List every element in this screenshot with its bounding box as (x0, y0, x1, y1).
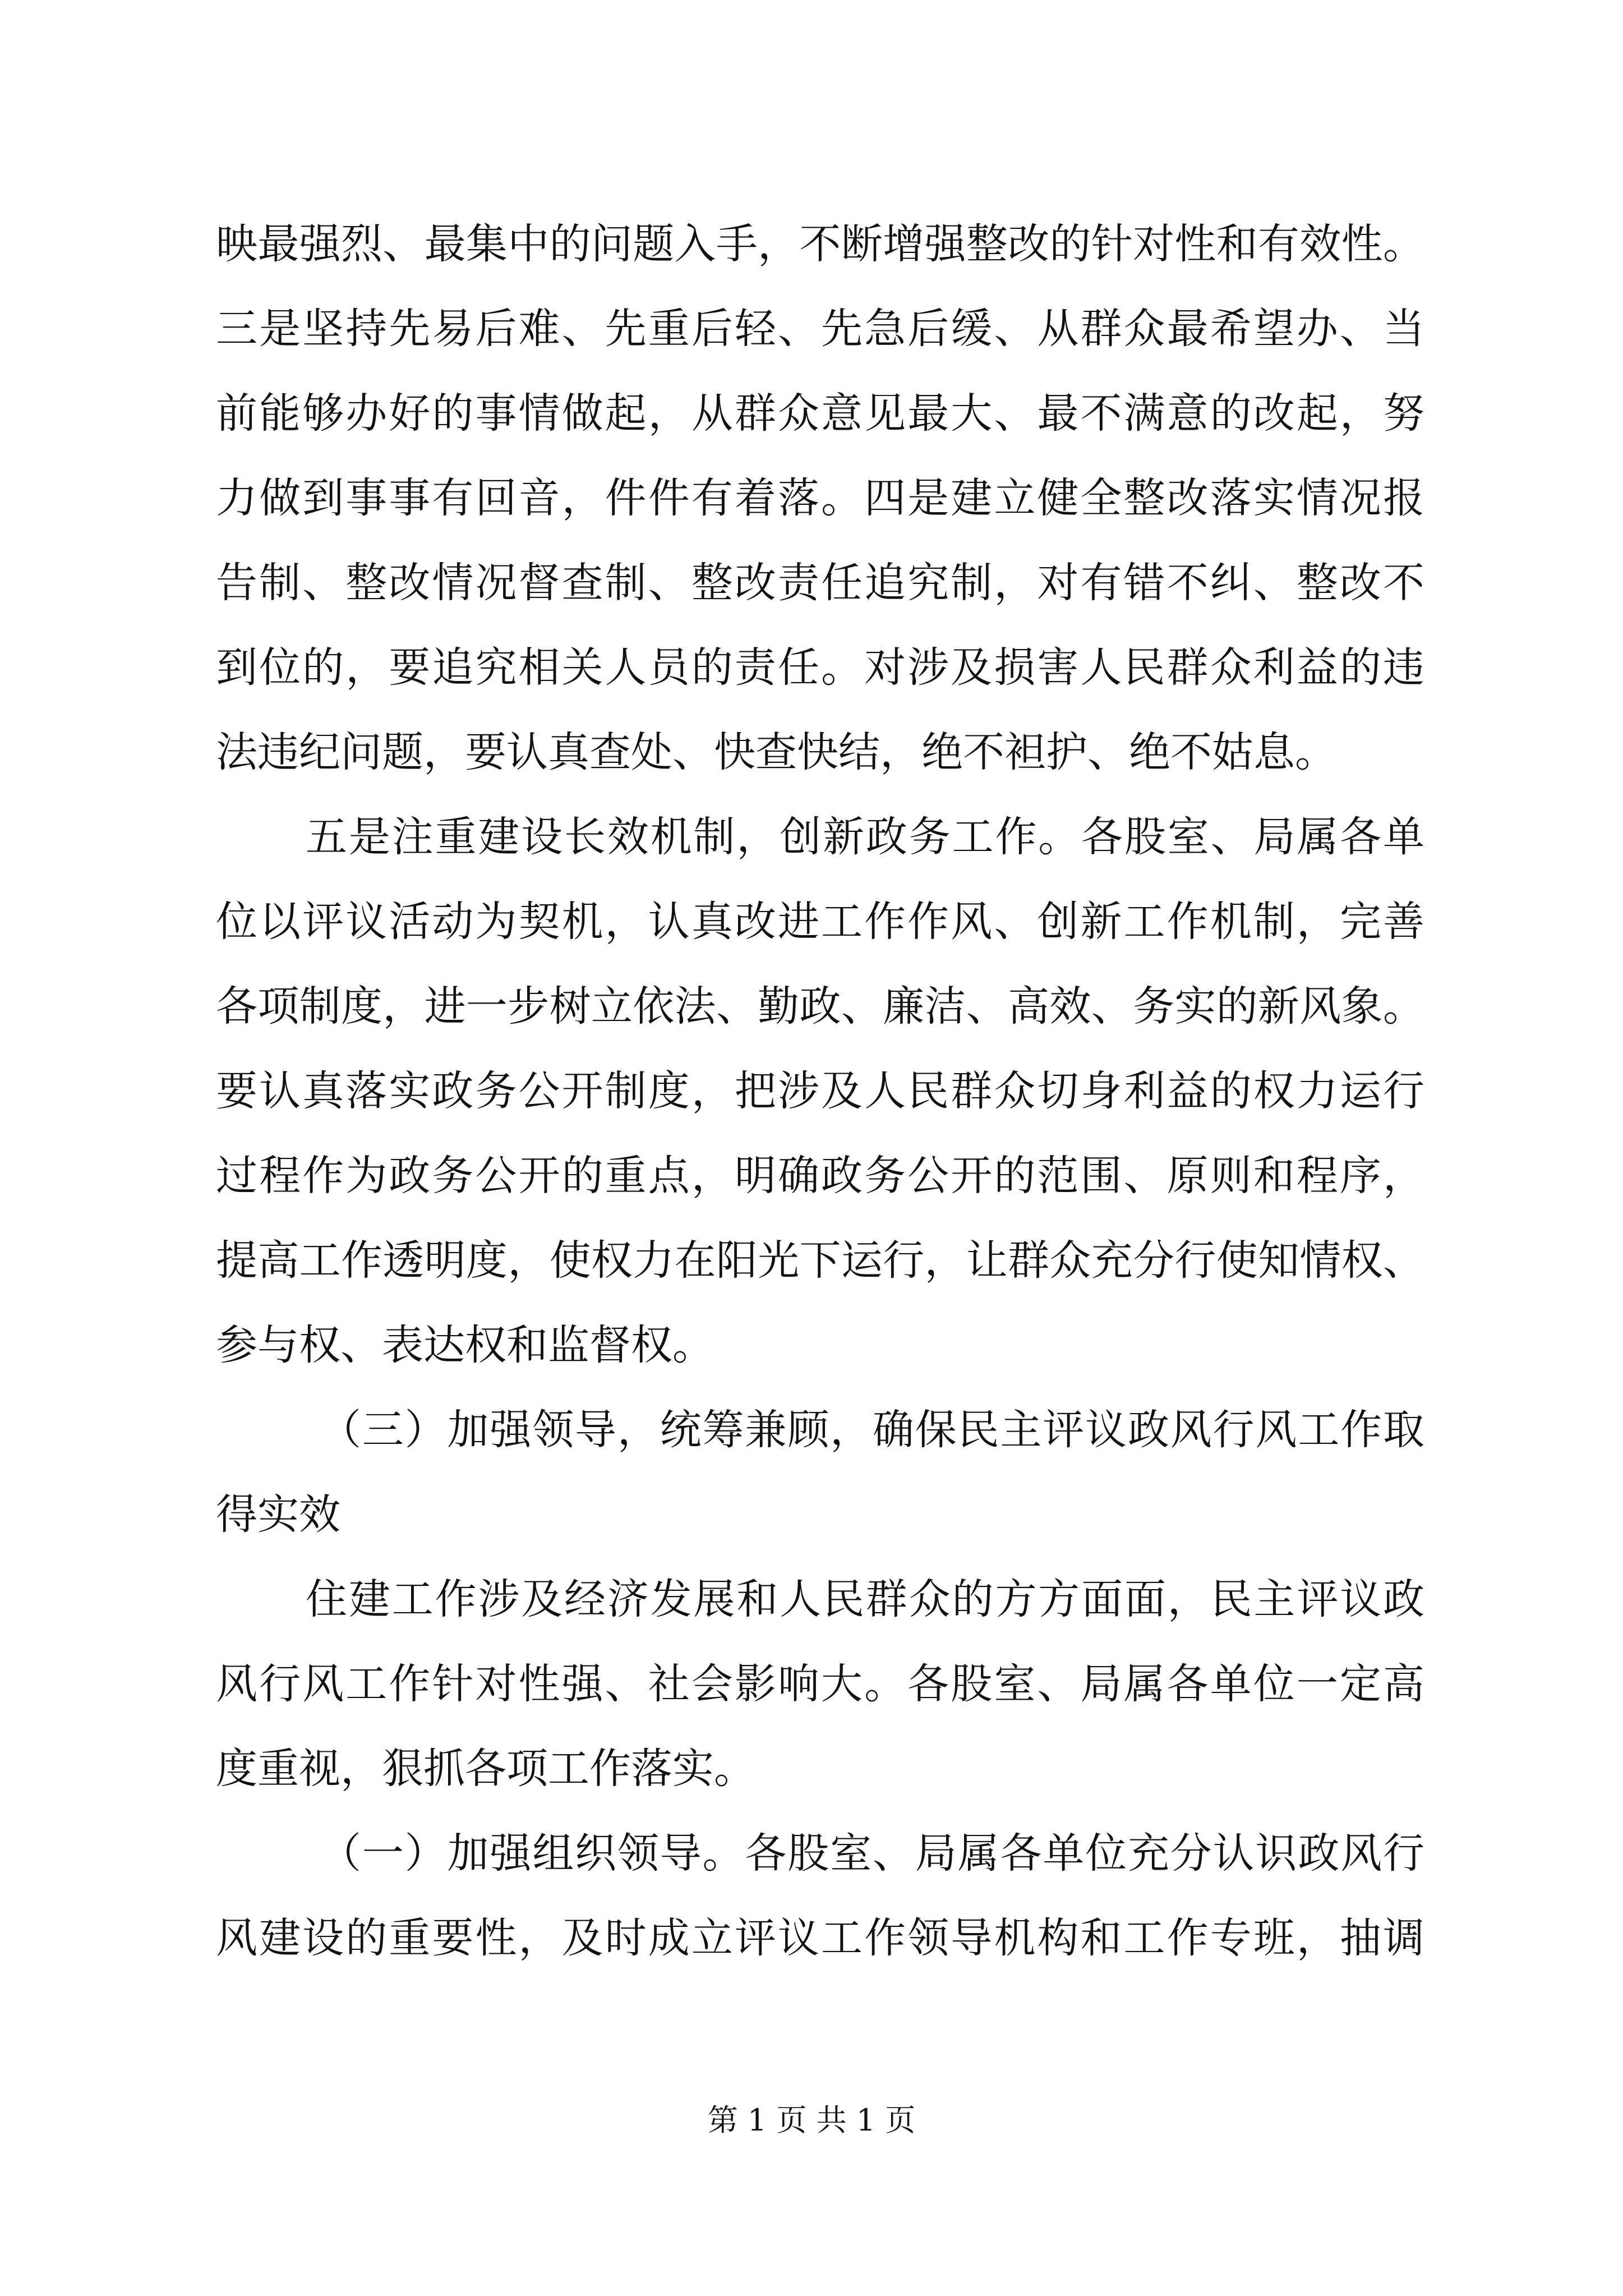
text-line: 各项制度，进一步树立依法、勤政、廉洁、高效、务实的新风象。 (216, 982, 1424, 1030)
section-heading-line: 得实效 (216, 1490, 340, 1539)
text-line: 度重视，狠抓各项工作落实。 (216, 1745, 755, 1793)
text-line: 到位的，要追究相关人员的责任。对涉及损害人民群众利益的违 (216, 643, 1424, 692)
text-line: 提高工作透明度，使权力在阳光下运行，让群众充分行使知情权、 (216, 1236, 1424, 1285)
text-line: 要认真落实政务公开制度，把涉及人民群众切身利益的权力运行 (216, 1067, 1424, 1115)
text-line: 位以评议活动为契机，认真改进工作作风、创新工作机制，完善 (216, 898, 1424, 946)
text-line: 映最强烈、最集中的问题入手，不断增强整改的针对性和有效性。 (216, 220, 1424, 268)
paragraph-start-line: 五是注重建设长效机制，创新政务工作。各股室、局属各单 (306, 813, 1424, 861)
text-line: 参与权、表达权和监督权。 (216, 1321, 714, 1369)
text-line: 过程作为政务公开的重点，明确政务公开的范围、原则和程序， (216, 1152, 1424, 1200)
section-heading-line: （三）加强领导，统筹兼顾，确保民主评议政风行风工作取 (320, 1406, 1424, 1454)
text-line: 前能够办好的事情做起，从群众意见最大、最不满意的改起，努 (216, 389, 1424, 438)
document-body (216, 202, 1424, 1981)
text-line: 法违纪问题，要认真查处、快查快结，绝不袒护、绝不姑息。 (216, 728, 1336, 776)
text-line: 三是坚持先易后难、先重后轻、先急后缓、从群众最希望办、当 (216, 305, 1424, 353)
text-line: 风行风工作针对性强、社会影响大。各股室、局属各单位一定高 (216, 1660, 1424, 1708)
paragraph-start-line: 住建工作涉及经济发展和人民群众的方方面面，民主评议政 (306, 1575, 1424, 1623)
paragraph-start-line: （一）加强组织领导。各股室、局属各单位充分认识政风行 (320, 1829, 1424, 1878)
text-line: 力做到事事有回音，件件有着落。四是建立健全整改落实情况报 (216, 474, 1424, 522)
text-line: 风建设的重要性，及时成立评议工作领导机构和工作专班，抽调 (216, 1914, 1424, 1962)
page-footer: 第 1 页 共 1 页 (707, 2102, 916, 2138)
text-line: 告制、整改情况督查制、整改责任追究制，对有错不纠、整改不 (216, 559, 1424, 607)
